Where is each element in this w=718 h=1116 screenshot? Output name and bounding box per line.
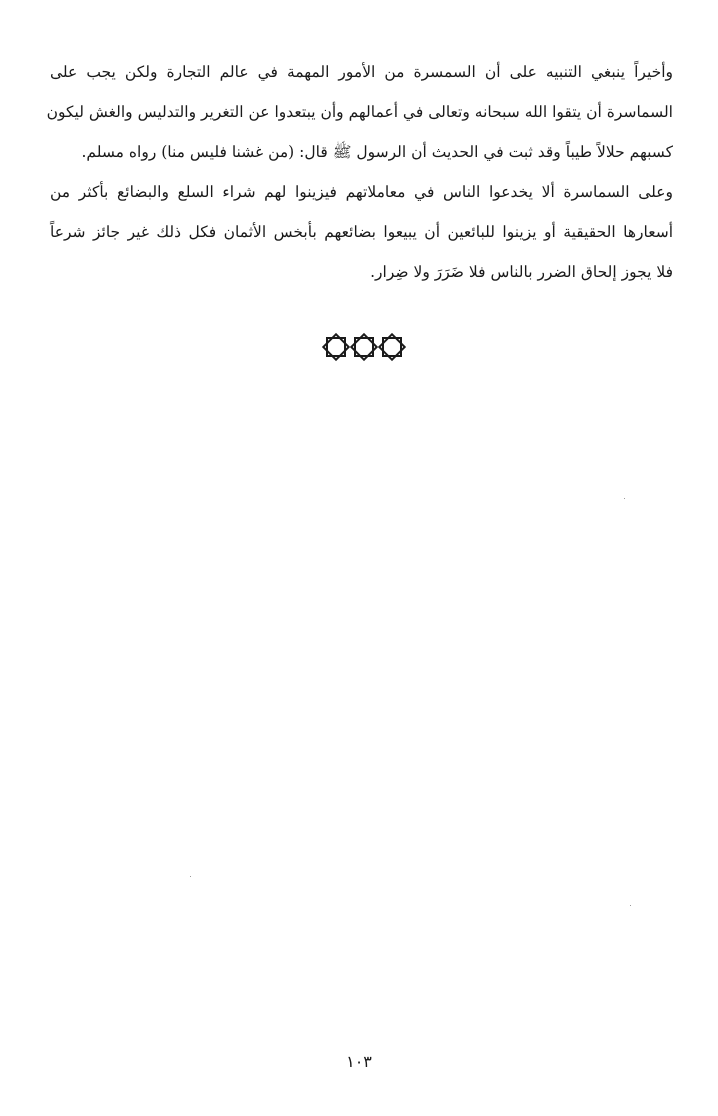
body-text (46, 52, 673, 292)
text-line: وعلى السماسرة ألا يخدعوا الناس في معاملاتهم فيزينوا لهم شراء السلع والبضائع بأكثر من (50, 183, 673, 201)
text-line: وأخيراً ينبغي التنبيه على أن السمسرة من الأمور المهمة في عالم التجارة ولكن يجب على (50, 63, 673, 81)
text-line: كسبهم حلالاً طيباً وقد ثبت في الحديث أن الرسول ﷺ قال: (من غشنا فليس منا) رواه مسلم. (81, 143, 673, 161)
text-line: السماسرة أن يتقوا الله سبحانه وتعالى في أعمالهم وأن يبتعدوا عن التغرير والتدليس والغش ليكون (46, 103, 673, 121)
page-number: ١٠٣ (346, 1052, 372, 1071)
scan-speck (624, 498, 625, 499)
scan-speck (630, 905, 631, 906)
scan-speck (190, 876, 191, 877)
section-divider-ornament-icon (322, 332, 406, 362)
text-line: أسعارها الحقيقية أو يزينوا للبائعين أن يبيعوا بضائعهم بأبخس الأثمان فكل ذلك غير جائز شرعاً (50, 223, 673, 241)
text-line: فلا يجوز إلحاق الضرر بالناس فلا ضَرَرَ ولا ضِرار. (370, 263, 673, 281)
